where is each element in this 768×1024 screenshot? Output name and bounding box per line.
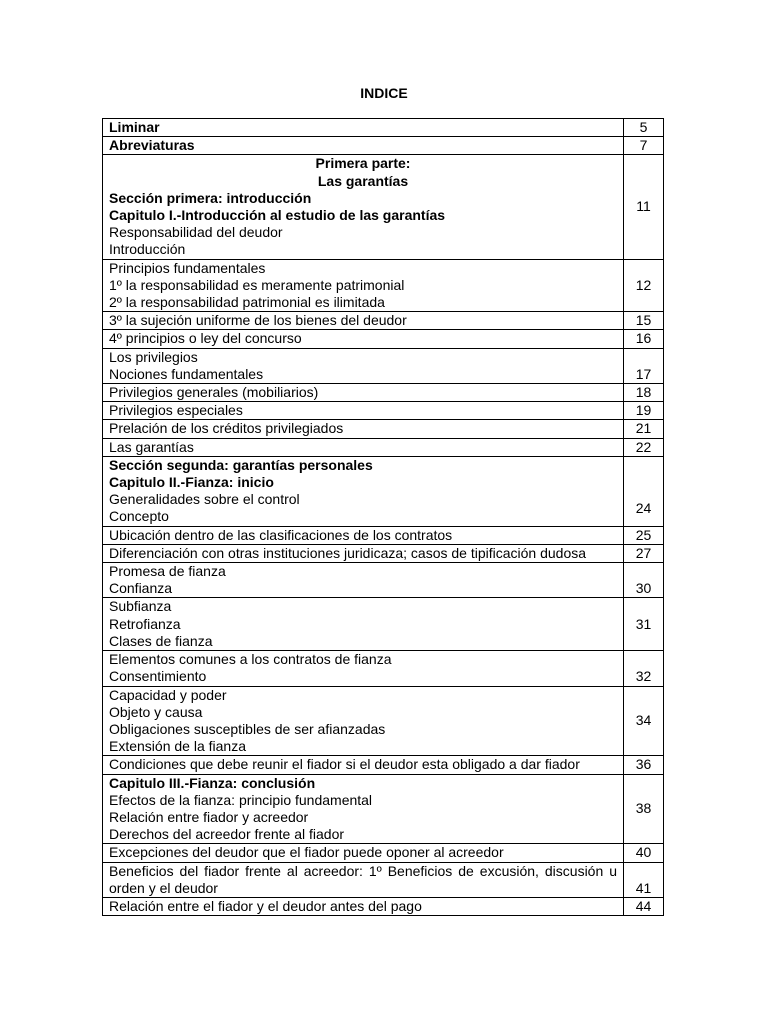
- index-entry-cell: [103, 155, 624, 259]
- index-row: [103, 897, 664, 915]
- index-entry-text: Liminar: [109, 119, 160, 135]
- index-entry-text: Clases de fianza: [109, 632, 213, 649]
- index-entry-text: Responsabilidad del deudor: [109, 224, 283, 241]
- index-entry-text: Retrofianza: [109, 615, 181, 632]
- index-entry-text: 2º la responsabilidad patrimonial es ilimitada: [109, 294, 385, 311]
- index-row: [103, 420, 664, 438]
- page-number: 27: [624, 544, 664, 562]
- index-row: [103, 526, 664, 544]
- index-entry-text: Subfianza: [109, 598, 172, 615]
- index-entry-text: Abreviaturas: [109, 137, 195, 154]
- index-row: [103, 137, 664, 155]
- index-entry-cell: [103, 312, 624, 330]
- index-entry-text: Objeto y causa: [109, 703, 203, 720]
- index-entry-text: Los privilegios: [109, 348, 198, 365]
- index-table: [102, 118, 664, 916]
- index-entry-text: Capitulo III.-Fianza: conclusión: [109, 774, 316, 791]
- index-entry-text: Excepciones del deudor que el fiador puede oponer al acreedor: [109, 844, 504, 861]
- index-entry-text: 3º la sujeción uniforme de los bienes del deudor: [109, 312, 407, 329]
- page-number: 24: [624, 456, 664, 526]
- page-number: 32: [624, 651, 664, 686]
- index-entry-text: Primera parte:: [315, 155, 411, 172]
- index-entry-text: Capitulo II.-Fianza: inicio: [109, 474, 274, 491]
- index-row: [103, 756, 664, 774]
- index-entry-text: Las garantías: [109, 438, 194, 455]
- index-row: [103, 844, 664, 862]
- index-row: [103, 456, 664, 526]
- index-entry-text: Derechos del acreedor frente al fiador: [109, 826, 345, 843]
- page-number: 17: [624, 348, 664, 383]
- page-number: 41: [624, 862, 664, 897]
- index-entry-text: Introducción: [109, 241, 186, 258]
- index-entry-text: Sección segunda: garantías personales: [109, 456, 373, 473]
- index-entry-cell: [103, 844, 624, 862]
- page-number: 31: [624, 598, 664, 651]
- index-entry-text: Las garantías: [317, 172, 409, 189]
- index-entry-text: Concepto: [109, 508, 169, 525]
- index-row: [103, 686, 664, 756]
- page-number: 16: [624, 330, 664, 348]
- index-entry-cell: [103, 119, 624, 137]
- index-entry-cell: [103, 651, 624, 686]
- index-entry-text: Condiciones que debe reunir el fiador si el deudor esta obligado a dar fiador: [109, 756, 580, 773]
- index-entry-cell: [103, 420, 624, 438]
- page-number: 30: [624, 563, 664, 598]
- index-entry-cell: [103, 137, 624, 155]
- page-number: 18: [624, 384, 664, 402]
- index-entry-text: 4º principios o ley del concurso: [109, 330, 302, 347]
- page-number: 11: [624, 155, 664, 259]
- index-entry-text: Efectos de la fianza: principio fundamental: [109, 791, 373, 808]
- index-entry-cell: [103, 756, 624, 774]
- index-entry-cell: [103, 438, 624, 456]
- index-row: [103, 651, 664, 686]
- index-row: [103, 312, 664, 330]
- index-entry-text: Ubicación dentro de las clasificaciones de los contratos: [109, 526, 453, 543]
- index-entry-cell: [103, 384, 624, 402]
- index-entry-text: Extensión de la fianza: [109, 738, 246, 755]
- page-number: 40: [624, 844, 664, 862]
- page-title: INDICE: [360, 85, 408, 101]
- index-entry-text: Elementos comunes a los contratos de fianza: [109, 651, 392, 668]
- index-table-body: [103, 119, 664, 916]
- index-entry-cell: [103, 563, 624, 598]
- index-entry-text: 1º la responsabilidad es meramente patrimonial: [109, 276, 405, 293]
- index-row: [103, 598, 664, 651]
- page-number: 19: [624, 402, 664, 420]
- index-row: [103, 384, 664, 402]
- index-row: [103, 155, 664, 259]
- index-row: [103, 563, 664, 598]
- page-number: 22: [624, 438, 664, 456]
- page-number: 12: [624, 259, 664, 312]
- page-number: 5: [624, 119, 664, 137]
- index-entry-text: Privilegios especiales: [109, 402, 243, 419]
- page-number: 34: [624, 686, 664, 756]
- page-number: 25: [624, 526, 664, 544]
- index-row: [103, 438, 664, 456]
- index-entry-text: Diferenciación con otras instituciones juridicaza; casos de tipificación dudosa: [109, 544, 587, 561]
- index-entry-cell: [103, 259, 624, 312]
- index-row: [103, 348, 664, 383]
- page-number: 21: [624, 420, 664, 438]
- index-row: [103, 402, 664, 420]
- index-entry-text: Obligaciones susceptibles de ser afianzadas: [109, 720, 386, 737]
- index-entry-text: Privilegios generales (mobiliarios): [109, 384, 319, 401]
- index-row: [103, 774, 664, 844]
- index-entry-cell: [103, 774, 624, 844]
- index-entry-cell: [103, 544, 624, 562]
- index-row: [103, 330, 664, 348]
- index-entry-text: Nociones fundamentales: [109, 365, 264, 382]
- index-entry-text: Prelación de los créditos privilegiados: [109, 420, 344, 437]
- index-row: [103, 544, 664, 562]
- index-entry-cell: [103, 862, 624, 897]
- index-row: [103, 119, 664, 137]
- index-row: [103, 862, 664, 897]
- index-entry-cell: [103, 456, 624, 526]
- index-entry-text: Capacidad y poder: [109, 686, 227, 703]
- index-entry-cell: [103, 402, 624, 420]
- index-entry-text: Generalidades sobre el control: [109, 491, 300, 508]
- index-entry-text: Sección primera: introducción: [109, 189, 312, 206]
- page-number: 38: [624, 774, 664, 844]
- index-entry-cell: [103, 897, 624, 915]
- index-entry-text: Confianza: [109, 580, 173, 597]
- index-entry-cell: [103, 330, 624, 348]
- page-number: 7: [624, 137, 664, 155]
- page-number: 44: [624, 897, 664, 915]
- index-entry-text: Relación entre el fiador y el deudor antes del pago: [109, 897, 422, 914]
- index-entry-cell: [103, 686, 624, 756]
- page-number: 15: [624, 312, 664, 330]
- index-entry-text: Capitulo I.-Introducción al estudio de las garantías: [109, 207, 446, 224]
- index-entry-cell: [103, 526, 624, 544]
- index-row: [103, 259, 664, 312]
- index-entry-text: Promesa de fianza: [109, 563, 226, 580]
- page-number: 36: [624, 756, 664, 774]
- index-entry-cell: [103, 598, 624, 651]
- index-entry-text: Relación entre fiador y acreedor: [109, 808, 309, 825]
- index-entry-cell: [103, 348, 624, 383]
- index-entry-text: Principios fundamentales: [109, 259, 266, 276]
- index-entry-text: Consentimiento: [109, 668, 207, 685]
- index-entry-text: Beneficios del fiador frente al acreedor: 1º Beneficios de excusión, discusión u orden y el deudor: [109, 862, 617, 896]
